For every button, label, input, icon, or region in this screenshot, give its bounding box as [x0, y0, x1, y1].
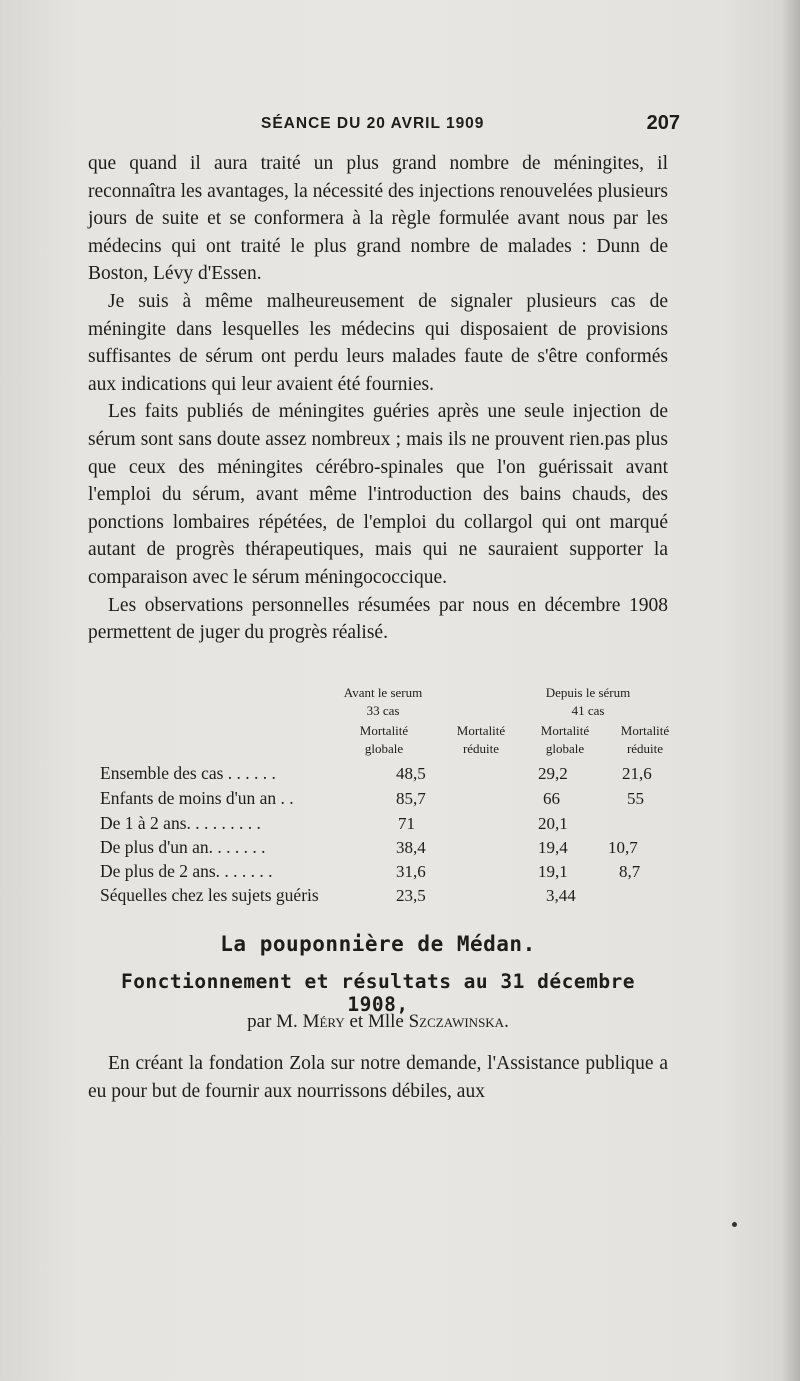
body-text — [88, 150, 668, 647]
cell-avant-globale: 71 — [398, 814, 415, 833]
authors-prefix: par M. — [247, 1011, 298, 1032]
subheader-avant-globale-1: Mortalité — [359, 723, 409, 738]
cell-depuis-globale: 66 — [543, 789, 560, 808]
subheader-avant-reduite-2: réduite — [462, 741, 500, 756]
cell-depuis-globale: 29,2 — [538, 764, 568, 783]
row-label: De plus d'un an. . . . . . . — [100, 837, 266, 857]
header-depuis-count: 41 cas — [571, 703, 605, 718]
subheader-depuis-globale-2: globale — [545, 741, 585, 756]
cell-avant-globale: 85,7 — [396, 789, 426, 808]
header-avant-count: 33 cas — [366, 703, 400, 718]
row-label: De plus de 2 ans. . . . . . . — [100, 861, 273, 881]
row-label: Enfants de moins d'un an . . — [100, 788, 294, 808]
authors-line — [88, 1011, 668, 1033]
ink-speck — [732, 1222, 737, 1227]
authors-joiner: et Mlle — [349, 1011, 404, 1032]
page-header — [88, 112, 680, 146]
subheader-depuis-reduite-1: Mortalité — [620, 723, 670, 738]
page-edge-shadow — [782, 0, 800, 1381]
cell-depuis-reduite: 8,7 — [619, 862, 641, 881]
header-avant-serum: Avant le serum — [343, 685, 423, 700]
paragraph-2: Je suis à même malheureusement de signaler plusieurs cas de méningite dans lesquelles les médecins qui disposaient de provisions suffisantes de sérum ont perdu leurs malades faute de s'être conformés aux indications qui leur avaient été fournies. — [88, 290, 668, 395]
paragraph-1: que quand il aura traité un plus grand nombre de méningites, il reconnaîtra les avantages, la nécessité des injections renouvelées plusieurs jours de suite et se conformera à la règle formulée avant nous par les médecins qui ont traité le plus grand nombre de malades : Dunn de Boston, Lévy d'Essen. — [88, 153, 668, 285]
row-label: Ensemble des cas . . . . . . — [100, 763, 276, 783]
row-label: Séquelles chez les sujets guéris — [100, 885, 319, 905]
subheader-avant-reduite-1: Mortalité — [456, 723, 506, 738]
cell-avant-globale: 23,5 — [396, 886, 426, 905]
page-number: 207 — [646, 112, 680, 134]
section-title-line-2: Fonctionnement et résultats au 31 décembre 1908, — [120, 970, 636, 1016]
cell-avant-globale: 48,5 — [396, 764, 426, 783]
header-depuis-serum: Depuis le sérum — [545, 685, 631, 700]
closing-text — [88, 1050, 668, 1105]
cell-depuis-globale: 19,1 — [538, 862, 568, 881]
cell-avant-globale: 31,6 — [396, 862, 426, 881]
paragraph-5: En créant la fondation Zola sur notre demande, l'Assistance publique a eu pour but de fournir aux nourrissons débiles, aux — [88, 1053, 668, 1102]
running-head: SÉANCE DU 20 AVRIL 1909 — [261, 115, 485, 132]
subheader-avant-globale-2: globale — [364, 741, 404, 756]
mortality-table — [100, 685, 680, 905]
cell-avant-globale: 38,4 — [396, 838, 426, 857]
paragraph-3: Les faits publiés de méningites guéries après une seule injection de sérum sont sans doute assez nombreux ; mais ils ne prouvent rien.pas plus que ceux des méningites cérébro-spinales que l'on guérissait avant l'emploi du sérum, avant même l'introduction des bains chauds, des ponctions lombaires répétées, de l'emploi du collargol qui ont marqué autant de progrès thérapeutiques, mais qui ne sauraient supporter la comparaison avec le sérum méningococcique. — [88, 401, 668, 588]
paragraph-4: Les observations personnelles résumées par nous en décembre 1908 permettent de juger du progrès réalisé. — [88, 594, 668, 644]
subheader-depuis-globale-1: Mortalité — [540, 723, 590, 738]
cell-depuis-reduite: 55 — [627, 789, 644, 808]
cell-depuis-globale: 20,1 — [538, 814, 568, 833]
cell-depuis-globale: 3,44 — [546, 886, 576, 905]
cell-depuis-globale: 19,4 — [538, 838, 568, 857]
author-szczawinska: Szczawinska. — [408, 1011, 509, 1032]
author-mery: Méry — [302, 1011, 345, 1032]
cell-depuis-reduite: 10,7 — [608, 838, 638, 857]
subheader-depuis-reduite-2: réduite — [626, 741, 664, 756]
row-label: De 1 à 2 ans. . . . . . . . . — [100, 813, 261, 833]
section-title-line-1: La pouponnière de Médan. — [220, 932, 536, 956]
cell-depuis-reduite: 21,6 — [622, 764, 652, 783]
